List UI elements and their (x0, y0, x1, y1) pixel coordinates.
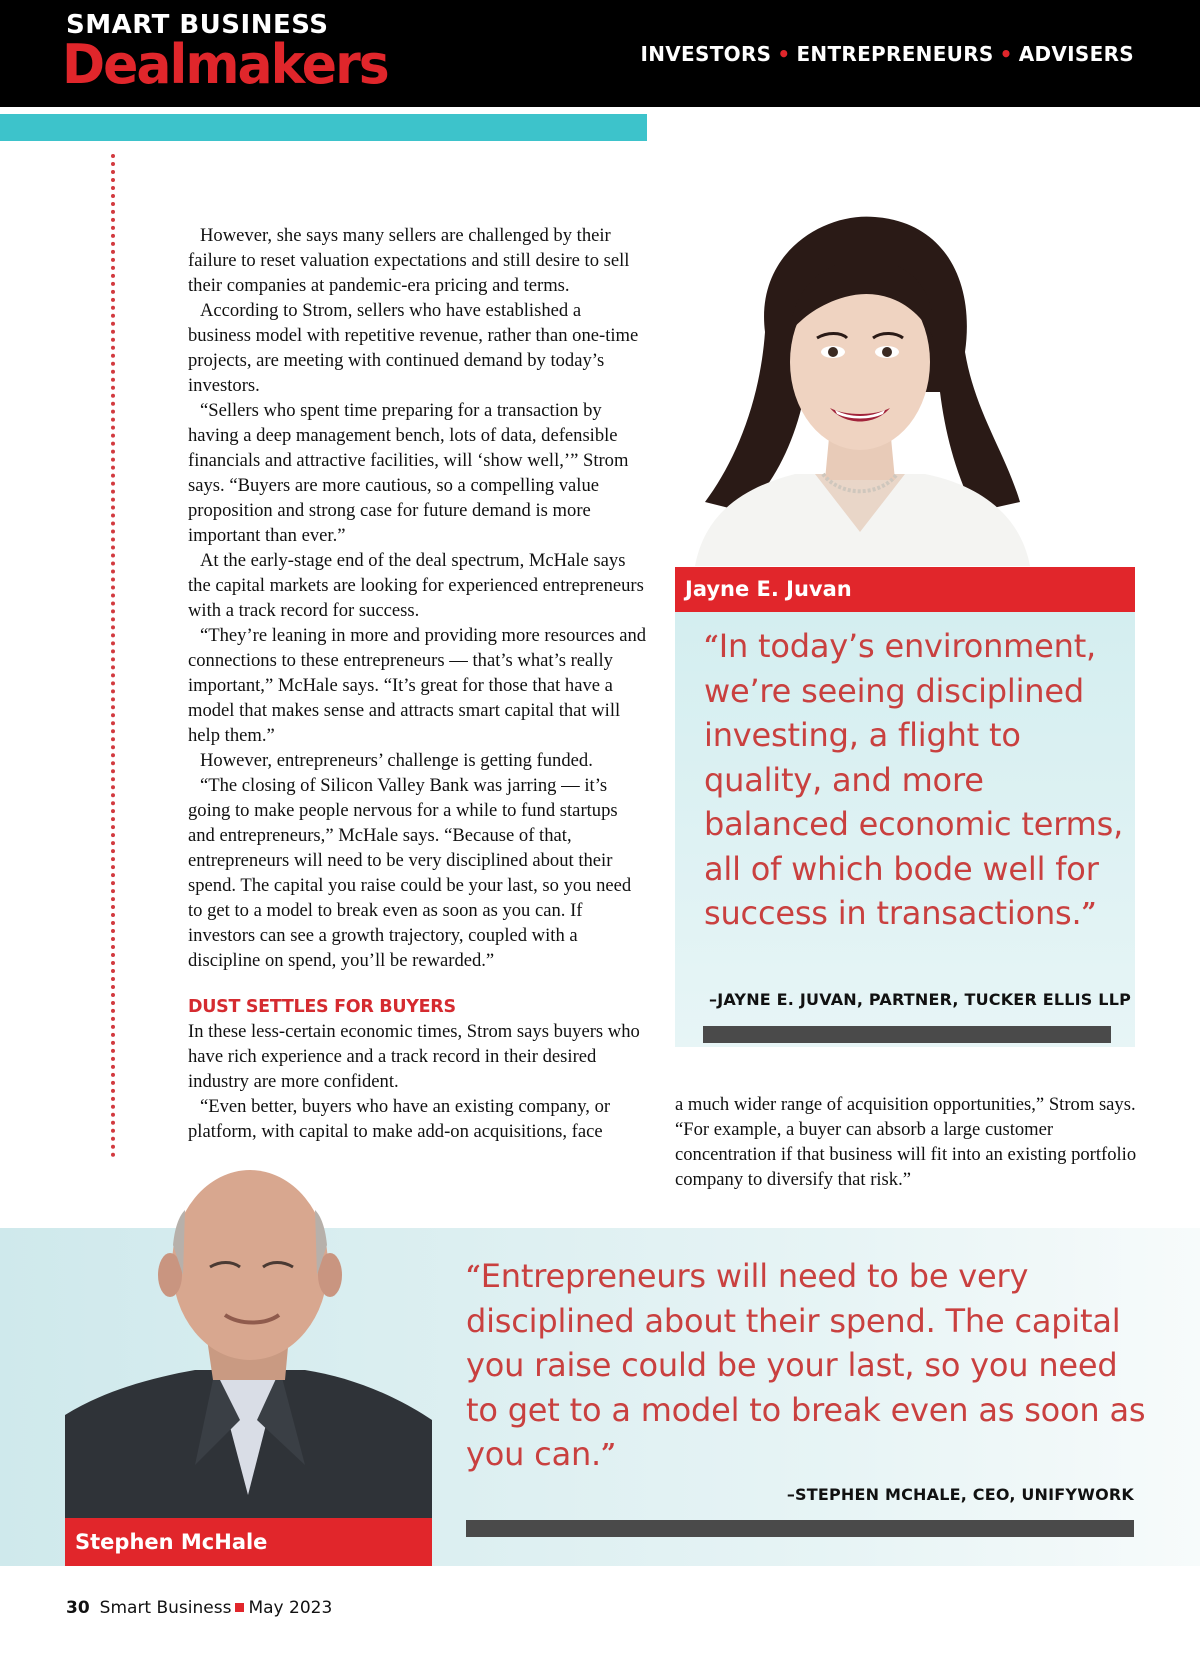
tagline-investors: INVESTORS (640, 42, 772, 66)
tagline-advisers: ADVISERS (1018, 42, 1134, 66)
open-quote-icon: “ (704, 631, 719, 661)
mchale-name-caption: Stephen McHale (65, 1518, 432, 1566)
tagline (640, 42, 1134, 66)
pull-quote-attribution: –STEPHEN MCHALE, CEO, UNIFYWORK (786, 1485, 1134, 1504)
brand-top: SMART BUSINESS (66, 10, 329, 40)
teal-accent-band (0, 114, 647, 141)
bullet-icon: • (777, 42, 791, 66)
pull-quote-attribution: –JAYNE E. JUVAN, PARTNER, TUCKER ELLIS LLP (709, 990, 1132, 1009)
dotted-divider (111, 154, 115, 1158)
open-quote-icon: “ (466, 1261, 481, 1291)
issue-date: May 2023 (248, 1598, 333, 1618)
paragraph: According to Strom, sellers who have established a business model with repetitive revenue, rather than one-time projects, are meeting with continued demand by today’s investors. (188, 300, 639, 396)
juvan-name-caption: Jayne E. Juvan (675, 567, 1135, 612)
masthead (0, 0, 1200, 107)
section-subhead: DUST SETTLES FOR BUYERS (188, 997, 456, 1017)
close-quote-icon: ” (601, 1439, 616, 1469)
quote-text: In today’s environment, we’re seeing disciplined investing, a flight to quality, and more balanced economic terms, all of which bode well for success in transactions. (704, 627, 1124, 932)
brand-logo: Dealmakers (62, 33, 388, 97)
paragraph: In these less-certain economic times, Strom says buyers who have rich experience and a track record in their desired industry are more confident. (188, 1021, 640, 1092)
pull-quote-mchale (466, 1254, 1146, 1477)
paragraph: “Sellers who spent time preparing for a transaction by having a deep management bench, lots of data, defensible financials and attractive facilities, will ‘show well,’” Strom says. “Buyers are more cautious, so a compelling value proposition and strong case for future demand is more important than ever.” (188, 400, 629, 546)
quote-rule (466, 1520, 1134, 1537)
quote-text: Entrepreneurs will need to be very disciplined about their spend. The capital you raise could be your last, so you need to get to a model to break even as soon as you can. (466, 1257, 1146, 1473)
paragraph: “Even better, buyers who have an existing company, or platform, with capital to make add-on acquisitions, face (188, 1096, 611, 1142)
quote-rule (703, 1026, 1111, 1043)
publication-name: Smart Business (99, 1598, 232, 1618)
tagline-entrepreneurs: ENTREPRENEURS (796, 42, 994, 66)
page-footer (66, 1598, 332, 1618)
paragraph: a much wider range of acquisition opportunities,” Strom says. “For example, a buyer can absorb a large customer concentration if that business will fit into an existing portfolio company to diversify that risk.” (675, 1094, 1137, 1190)
bullet-icon: • (999, 42, 1013, 66)
paragraph: “They’re leaning in more and providing more resources and connections to these entrepreneurs — that’s what’s really important,” McHale says. “It’s great for those that have a model that makes sense and attracts smart capital that will help them.” (188, 625, 647, 746)
close-quote-icon: ” (1081, 898, 1097, 928)
article-left-column (188, 223, 648, 1144)
mchale-portrait (65, 1165, 432, 1518)
pull-quote-juvan (704, 624, 1124, 936)
juvan-portrait (675, 212, 1041, 566)
square-bullet-icon (235, 1603, 244, 1612)
paragraph: However, she says many sellers are challenged by their failure to reset valuation expectations and still desire to sell their companies at pandemic-era pricing and terms. (188, 225, 630, 296)
paragraph: “The closing of Silicon Valley Bank was jarring — it’s going to make people nervous for a while to fund startups and entrepreneurs,” McHale says. “Because of that, entrepreneurs will need to be very disciplined about their spend. The capital you raise could be your last, so you need to get to a model to break even as soon as you can. If investors can see a growth trajectory, coupled with a discipline on spend, you’ll be rewarded.” (188, 775, 632, 971)
paragraph: At the early-stage end of the deal spectrum, McHale says the capital markets are looking for experienced entrepreneurs with a track record for success. (188, 550, 644, 621)
article-right-column (675, 1092, 1145, 1192)
page-number: 30 (66, 1598, 90, 1618)
paragraph: However, entrepreneurs’ challenge is getting funded. (200, 750, 593, 771)
